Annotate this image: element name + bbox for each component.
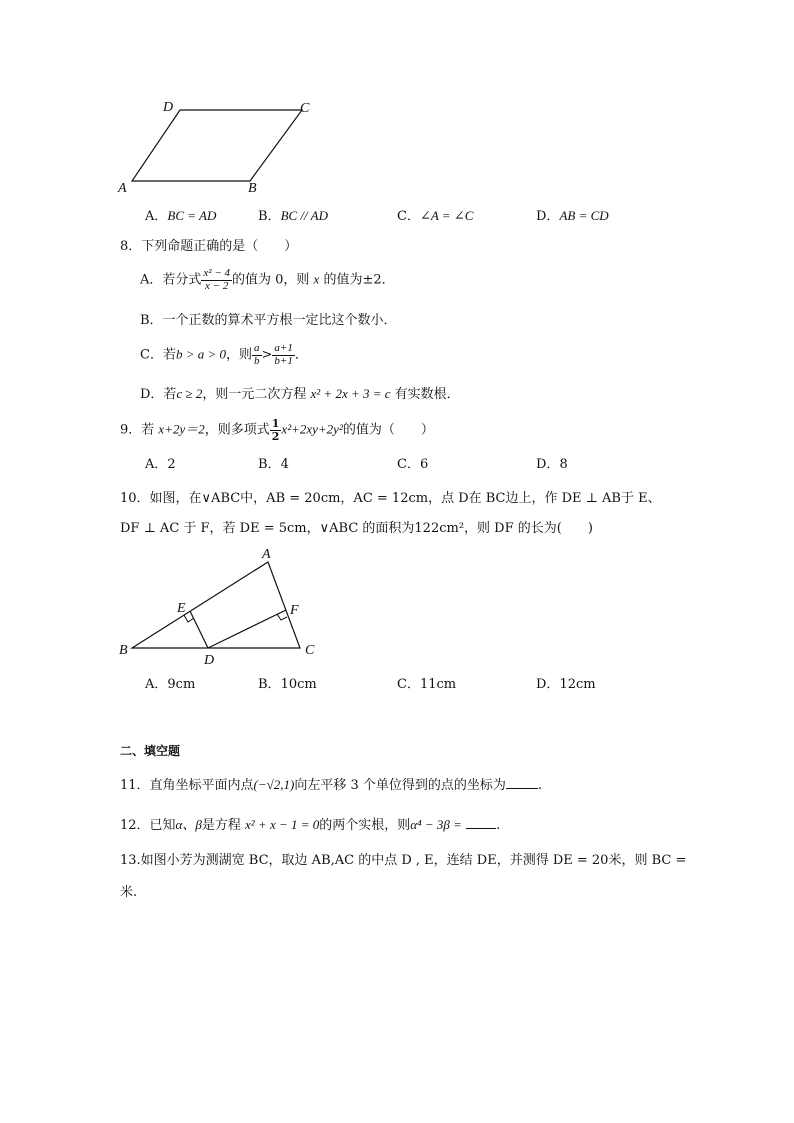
q7-option-d[interactable]: D．AB = CD	[536, 208, 609, 224]
vertex-label-C: C	[305, 643, 315, 658]
q10-option-a[interactable]: A．9cm	[145, 677, 196, 692]
vertex-label-E: E	[177, 601, 186, 616]
q10-option-c[interactable]: C．11cm	[397, 677, 457, 692]
vertex-label-A: A	[118, 181, 127, 196]
q10-option-b[interactable]: B．10cm	[258, 677, 317, 692]
q7-option-c[interactable]: C．∠A = ∠C	[397, 208, 474, 224]
q8-c-fraction-1: $\frac{a}{b}$	[254, 342, 260, 367]
q9-option-c[interactable]: C．6	[397, 457, 429, 472]
q8-option-d[interactable]: D．若c ≥ 2，则一元二次方程 x² + 2x + 3 = c 有实数根．	[140, 386, 460, 402]
q12-stem: 12．已知α、β是方程 x² + x − 1 = 0的两个实根，则α⁴ − 3β = .	[120, 817, 501, 833]
q8-option-a[interactable]: A．若分式 $\frac{\text{x² − 4}}{x - 2}$ 的值为 0，则 x 的值为±2．	[140, 267, 395, 292]
q8-c-fraction-2: $\frac{a+1}{b+1}$	[274, 342, 293, 367]
q10-stem-line-1: 10．如图，在∨ABC中，AB = 20cm，AC = 12cm，点 D在 BC边上，作 DE ⊥ AB于 E、	[120, 491, 661, 506]
vertex-label-D: D	[163, 100, 174, 115]
q13-stem-line-2: 米.	[120, 885, 138, 900]
vertex-label-B: B	[248, 181, 257, 196]
q13-stem-line-1: 13.如图小芳为测湖宽 BC，取边 AB,AC 的中点 D , E，连结 DE，并测得 DE = 20米，则 BC =	[120, 853, 687, 868]
q8-a-fraction: $\frac{\text{x² − 4}}{x - 2}$	[203, 267, 230, 292]
q9-option-d[interactable]: D．8	[536, 457, 568, 472]
q9-option-b[interactable]: B．4	[258, 457, 289, 472]
section-title: 二、填空题	[120, 744, 181, 758]
vertex-label-A: A	[262, 547, 271, 562]
q10-stem-line-2: DF ⊥ AC 于 F，若 DE = 5cm，∨ABC 的面积为122cm²，则 DF 的长为( )	[120, 521, 593, 536]
q9-stem: 9．若 x+2y＝2，则多项式 $\frac{1}{2}$ x²+2xy+2y²的值为（ ）	[120, 417, 434, 443]
q9-option-a[interactable]: A．2	[145, 457, 176, 472]
q8-option-c[interactable]: C．若b > a > 0，则 $\frac{a}{b}$ > $\frac{a+1}{b+1}$ ．	[140, 342, 308, 367]
q7-option-a[interactable]: A．BC = AD	[145, 208, 217, 224]
vertex-label-F: F	[290, 603, 299, 618]
q8-stem: 8．下列命题正确的是（ ）	[120, 239, 298, 254]
q10-option-d[interactable]: D．12cm	[536, 677, 596, 692]
vertex-label-D: D	[204, 653, 215, 665]
vertex-label-B: B	[119, 643, 128, 658]
q7-option-b[interactable]: B．BC // AD	[258, 208, 328, 224]
parallelogram-figure	[110, 95, 330, 200]
q11-answer-blank[interactable]	[506, 778, 538, 789]
q12-answer-blank[interactable]	[466, 818, 496, 829]
q8-option-b[interactable]: B．一个正数的算术平方根一定比这个数小．	[140, 313, 397, 328]
q9-half-fraction: $\frac{1}{2}$	[271, 417, 280, 443]
q11-stem: 11．直角坐标平面内点(−√2,1)向左平移 3 个单位得到的点的坐标为 .	[120, 777, 543, 793]
vertex-label-C: C	[300, 101, 310, 116]
triangle-figure	[110, 540, 330, 665]
